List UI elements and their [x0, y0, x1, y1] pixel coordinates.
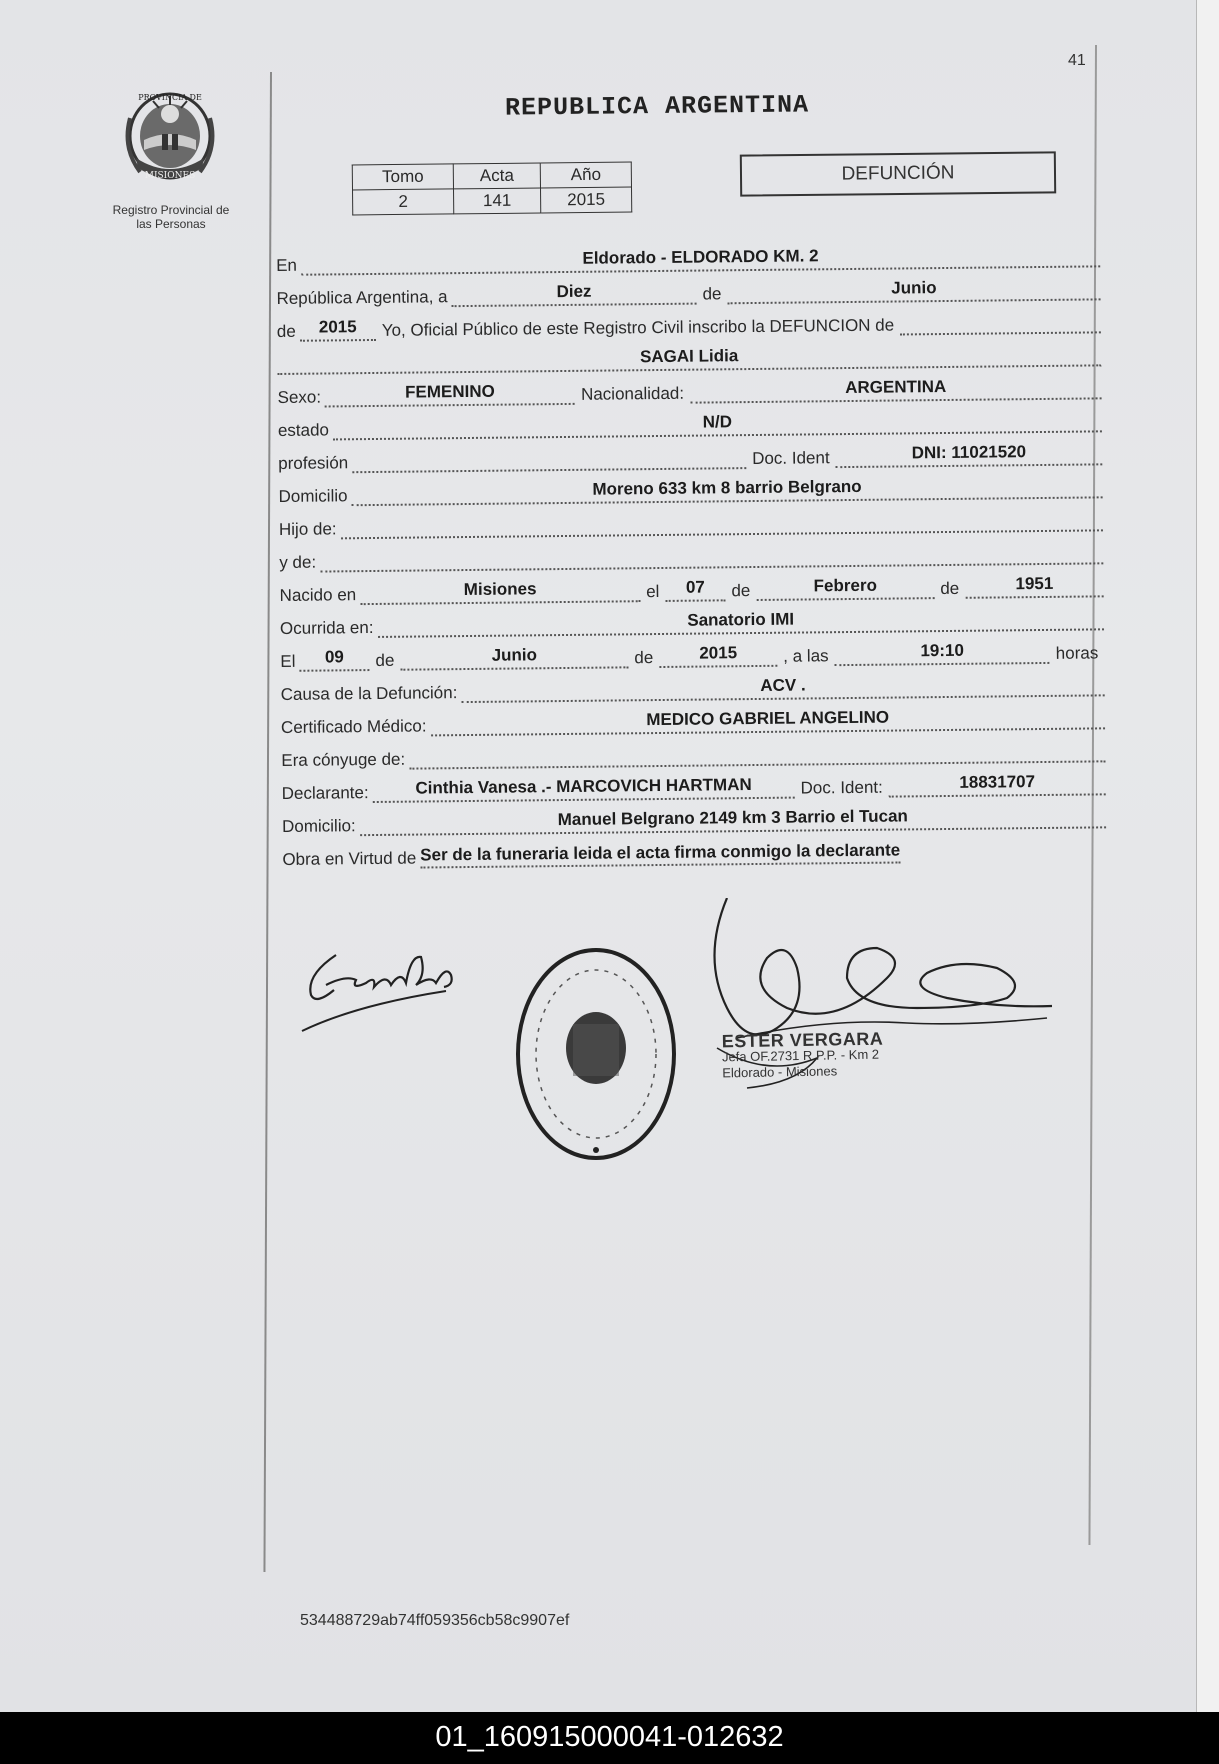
line-name — [277, 340, 1101, 375]
file-id-bar: 01_160915000041-012632 — [0, 1712, 1219, 1764]
obra-label: Obra en Virtud de — [282, 848, 417, 869]
birth-year-value: 1951 — [965, 572, 1104, 598]
el-cap-label: El — [280, 651, 296, 671]
deceased-name-value: SAGAI Lidia — [277, 341, 1101, 375]
document-title: REPUBLICA ARGENTINA — [504, 90, 810, 123]
profesion-label: profesión — [278, 453, 349, 473]
record-type-box: DEFUNCIÓN — [740, 151, 1056, 196]
acta-header: Acta — [453, 163, 540, 189]
decl-doc-value: 18831707 — [889, 770, 1106, 797]
registry-caption-line2: las Personas — [136, 217, 206, 231]
death-year-value: 2015 — [659, 642, 777, 668]
death-month-value: Junio — [400, 643, 628, 670]
birth-de-label-2: de — [940, 578, 960, 599]
estado-value: N/D — [333, 407, 1102, 440]
death-de-label-1: de — [375, 650, 395, 670]
registry-seal-stamp — [511, 938, 681, 1170]
officer-location: Eldorado - Misiones — [722, 1063, 838, 1081]
birth-month-value: Febrero — [756, 574, 934, 601]
logo-seal-text-bottom: MISIONES — [144, 171, 196, 181]
line-place — [276, 241, 1100, 276]
declarant-signature — [296, 935, 476, 1035]
hijo-label: Hijo de: — [278, 519, 337, 539]
declarante-label: Declarante: — [281, 783, 369, 803]
a-las-label: , a las — [783, 646, 829, 666]
death-de-label-2: de — [634, 648, 654, 668]
line-ocurrida — [280, 604, 1104, 639]
certificado-label: Certificado Médico: — [280, 716, 427, 737]
estado-label: estado — [277, 420, 330, 440]
birth-de-label-1: de — [731, 581, 751, 601]
nacido-en-value: Misiones — [360, 577, 640, 605]
misiones-coat-of-arms-logo — [118, 88, 222, 192]
anio-header: Año — [540, 162, 631, 188]
line-profesion — [278, 439, 1102, 474]
ocurrida-value: Sanatorio IMI — [377, 605, 1104, 638]
certificado-value: MEDICO GABRIEL ANGELINO — [430, 704, 1105, 736]
record-table-header-row — [352, 162, 631, 190]
sexo-value: FEMENINO — [325, 380, 575, 408]
ocurrida-label: Ocurrida en: — [279, 618, 374, 638]
en-label: En — [276, 255, 298, 275]
line-death-date — [280, 637, 1104, 672]
line-obra — [282, 835, 1106, 870]
causa-label: Causa de la Defunción: — [280, 683, 458, 704]
nacionalidad-value: ARGENTINA — [690, 374, 1102, 403]
decl-domicilio-label: Domicilio: — [281, 816, 356, 836]
tomo-header: Tomo — [352, 164, 453, 190]
declarante-value: Cinthia Vanesa .- MARCOVICH HARTMAN — [372, 774, 794, 803]
anio-value: 2015 — [540, 187, 631, 213]
place-value: Eldorado - ELDORADO KM. 2 — [301, 242, 1100, 275]
line-causa — [280, 670, 1104, 705]
tomo-value: 2 — [353, 189, 454, 215]
line-estado — [278, 406, 1102, 441]
logo-seal-text-top: PROVINCIA DE — [138, 93, 202, 102]
officer-name: ESTER VERGARA — [721, 1028, 884, 1052]
republica-label: República Argentina, a — [276, 287, 448, 308]
line-y-de — [279, 538, 1103, 573]
registry-caption-line1: Registro Provincial de — [112, 203, 230, 217]
death-day-value: 09 — [299, 646, 369, 672]
registry-caption — [96, 203, 246, 231]
death-record-form — [276, 241, 1100, 869]
acta-value: 141 — [454, 188, 541, 214]
year-value: 2015 — [300, 316, 376, 342]
de-label: de — [702, 284, 722, 304]
line-certificado — [281, 703, 1105, 738]
y-de-value — [320, 539, 1103, 572]
line-sexo — [277, 373, 1101, 408]
conyuge-label: Era cónyuge de: — [281, 749, 406, 770]
y-de-label: y de: — [279, 552, 317, 572]
nacido-label: Nacido en — [279, 585, 357, 605]
decl-doc-label: Doc. Ident: — [800, 777, 883, 798]
line-conyuge — [281, 736, 1105, 771]
page-number: 41 — [1068, 52, 1086, 69]
doc-ident-value: DNI: 11021520 — [835, 440, 1102, 468]
domicilio-value: Moreno 633 km 8 barrio Belgrano — [351, 473, 1102, 506]
hijo-value — [340, 506, 1103, 539]
sexo-label: Sexo: — [277, 387, 322, 407]
record-table — [352, 162, 633, 216]
left-margin-rule — [263, 72, 272, 1572]
document-hash: 534488729ab74ff059356cb58c9907ef — [300, 1612, 570, 1629]
yo-text: Yo, Oficial Público de este Registro Civil inscribo la DEFUNCION de — [381, 315, 895, 340]
profesion-value — [352, 444, 746, 473]
line-declarante — [282, 769, 1106, 804]
line-decl-domicilio — [282, 802, 1106, 837]
line-year — [277, 307, 1101, 342]
record-table-value-row — [353, 187, 632, 215]
doc-ident-label: Doc. Ident — [752, 448, 830, 469]
el-label: el — [646, 582, 660, 602]
horas-label: horas — [1055, 643, 1099, 663]
line-hijo — [279, 505, 1103, 540]
conyuge-value — [409, 737, 1105, 769]
de-year-label: de — [276, 321, 296, 341]
obra-value: Ser de la funeraria leida el acta firma conmigo la declarante — [420, 840, 900, 868]
line-date — [276, 274, 1100, 309]
death-time-value: 19:10 — [834, 639, 1049, 666]
causa-value: ACV . — [461, 671, 1104, 703]
page-edge — [1196, 0, 1219, 1712]
month-text-value: Junio — [727, 275, 1100, 304]
domicilio-label: Domicilio — [278, 486, 348, 506]
officer-stamp — [721, 1028, 884, 1082]
line-nacido — [279, 571, 1103, 606]
day-text-value: Diez — [451, 280, 696, 308]
decl-domicilio-value: Manuel Belgrano 2149 km 3 Barrio el Tucan — [360, 803, 1107, 836]
line-domicilio — [278, 472, 1102, 507]
yo-trailing-fill — [900, 308, 1101, 335]
birth-day-value: 07 — [665, 576, 725, 602]
nacionalidad-label: Nacionalidad: — [580, 383, 685, 404]
officer-title: Jefa OF.2731 R.P.P. - Km 2 — [721, 1046, 880, 1065]
